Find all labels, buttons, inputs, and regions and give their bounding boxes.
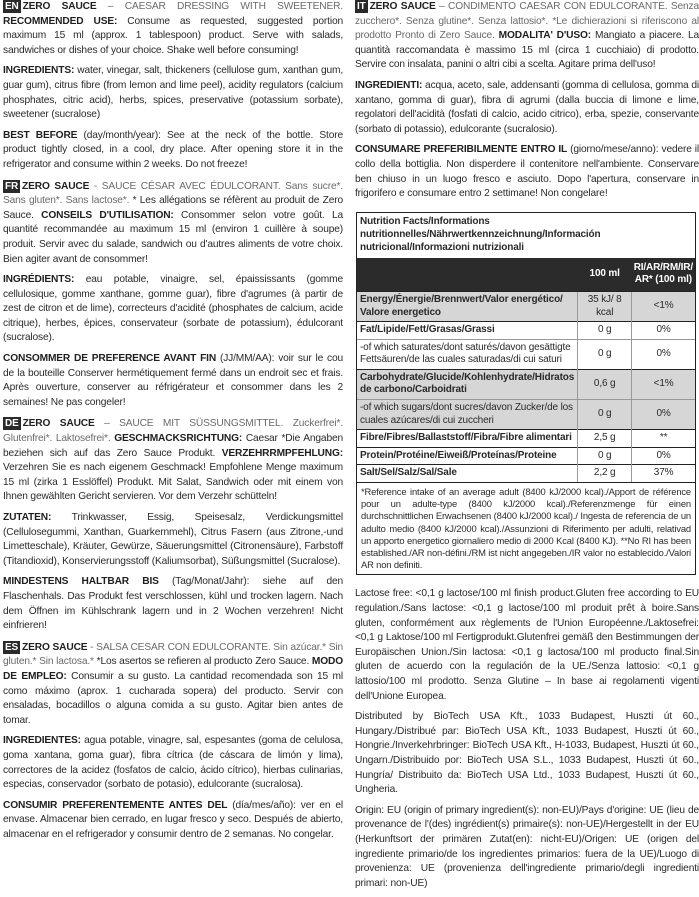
section-de [3, 417, 343, 633]
origin-note: Origin: EU (origin of primary ingredient(s): non-EU)/Pays d'origine: UE (lieu de provenance de l'(des) ingrédient(s) primaire(s): non-UE)/Hergestellt in der EU (Herkunftsort der primären Zutat(en): nicht-EU)/Origen: UE (origen del ingrediente primario/de los ingredientes primarios: fuera de la UE)/Luogo di provenienza: UE (provenienza dell'ingrediente primario/degli ingredienti primari: non-UE) [355, 804, 699, 889]
it-bb-label: CONSUMARE PREFERIBILMENTE ENTRO IL [355, 144, 568, 156]
de-ingredients [3, 511, 343, 569]
de-prep-label: VERZEHRRMPFEHLUNG: [215, 447, 343, 459]
it-best-before [355, 143, 699, 201]
lang-tag-de: DE [5, 418, 19, 430]
de-ing-text: Trinkwasser, Essig, Speisesalz, Verdickungsmittel (Cellulosegummi, Xanthan, Guarkernmehl), Citrus Fasern (aus Zitrone,-und Limetteschale), Kräuter, Gewürze, Säuerungsmittel (Citronensäure), Farbstoff (Titandioxid), Konservierungsstoff (Kaliumsorbat), Süßungsmittel (Sucralose). [3, 512, 343, 567]
fr-intro [3, 180, 343, 268]
nutrient-ri-percent: 0% [632, 339, 695, 369]
legal-notes [355, 587, 699, 891]
nutrient-value: 0,6 g [578, 369, 632, 399]
de-use-label: GESCHMACKSRICHTUNG: [110, 433, 243, 445]
nutrition-row [357, 369, 695, 399]
de-bb-label: MINDESTENS HALTBAR BIS [3, 576, 159, 588]
nutrition-row [357, 465, 695, 482]
nutrient-ri-percent: <1% [632, 291, 695, 321]
nutrient-label: Fibre/Fibres/Ballaststoff/Fibra/Fibre alimentari [357, 430, 578, 448]
fr-use-text: Consommer selon votre goût. La quantité recommandée au maximum 15 ml (environ 1 cuillère à soupe) produit. Servir avec du salade, sandwich ou d'autres aliments de votre choix. Bien agiter avant de consommer! [3, 209, 343, 265]
en-best-before [3, 129, 343, 173]
es-claims: *Los asertos se refieren al producto Zero Sauce. [93, 656, 310, 668]
nutrient-label: Salt/Sel/Salz/Sal/Sale [357, 465, 578, 482]
it-ingredients [355, 79, 699, 137]
es-ing-label: INGREDIENTES: [3, 735, 81, 747]
left-column [0, 0, 343, 849]
en-subtitle: – CAESAR DRESSING WITH SWEETENER. [96, 1, 343, 12]
fr-claims: * Les allégations se réfèrent au produit de Zero Sauce. [3, 195, 343, 221]
it-ing-label: INGREDIENTI: [355, 79, 423, 91]
section-es [3, 641, 343, 843]
distributor-note: Distributed by BioTech USA Kft., 1033 Budapest, Huszti út 60., Hungary./Distribué par: BioTech USA Kft., 1033 Budapest, Huszti út 60., Hongrie./Inverkehrbringer: BioTech USA Kft., H-1033, Budapest, Huszti út 60., Ungarn./Distribuido por: BioTech USA S.L., 1033 Budapest, Huszti út 60., Hungría/ Distribuito da: BioTech USA Ltd., 1033 Budapest, Huszti út 60., Ungheria. [355, 711, 699, 796]
it-use-label: MODALITA' D'USO: [494, 30, 592, 42]
de-bb-text: : siehe auf den Flaschenhals. Das Produkt fest verschlossen, kühl und trocken lagern. Nach dem Öffnen im Kühlschrank lagern und in 2 Wochen verzehren! Nicht einfrieren! [3, 576, 343, 632]
right-column [355, 0, 699, 897]
de-subtitle: – SAUCE MIT SÜSSUNGSMITTEL. Zuckerfrei*. Glutenfrei*. Laktosefrei*. [3, 418, 343, 445]
en-use-label: RECOMMENDED USE: [3, 15, 118, 27]
nutrition-row [357, 447, 695, 465]
en-use-text: Consume as requested, suggested portion maximum 15 ml (approx. 1 tablespoon) product. Serve with salads, sandwiches or dishes of your choice. Shake well before consuming! [3, 15, 343, 56]
en-bb-label: BEST BEFORE [3, 129, 78, 141]
es-intro [3, 641, 343, 729]
nutrient-value: 0 g [578, 339, 632, 369]
it-intro [355, 0, 699, 73]
nutrition-grid [357, 258, 695, 482]
nutrition-header-blank [357, 258, 578, 292]
nutrient-value: 0 g [578, 447, 632, 465]
es-bb-fmt: (día/mes/año) [227, 799, 294, 811]
section-en [3, 0, 343, 173]
it-ing-text: acqua, aceto, sale, addensanti (gomma di cellulosa, gomma di xantano, gomma di guar), fibra di agrumi (dalla buccia di limone e lime, regolatori dell'acidità (fosfati di calcio, acido citrico), erba, spezie, conservante (sorbato di potassio), edulcorante (sucralosio). [355, 79, 699, 135]
nutrition-row [357, 339, 695, 369]
nutrition-table [356, 212, 696, 576]
en-bb-text: : See at the neck of the bottle. Store product tightly closed, in a cool, dry place. After opening store it in the refrigerator and consume within 2 weeks. Do not freeze! [3, 129, 343, 170]
de-prep-text: Verzehren Sie es nach eigenem Geschmack! Empfohlene Menge maximum 15 ml (zirka 1 Esslöffel) Produkt. Mit Salat, Sandwich oder mit einem von Ihnen gewählten Gericht servieren. Vor dem Verzehr schütteln! [3, 462, 343, 503]
nutrition-header-row [357, 258, 695, 292]
lang-tag-en: EN [5, 1, 19, 12]
es-best-before [3, 799, 343, 843]
nutrient-ri-percent: 0% [632, 400, 695, 430]
nutrient-value: 35 kJ/ 8 kcal [578, 291, 632, 321]
nutrient-ri-percent: ** [632, 430, 695, 448]
lang-tag-fr: FR [5, 180, 19, 192]
en-bb-fmt: (day/month/year) [77, 129, 159, 141]
nutrition-row [357, 400, 695, 430]
fr-bb-label: CONSOMMER DE PREFERENCE AVANT FIN [3, 353, 217, 365]
de-best-before [3, 575, 343, 633]
it-title: ZERO SAUCE [369, 1, 436, 12]
de-bb-fmt: (Tag/Monat/Jahr) [158, 576, 247, 588]
es-title: ZERO SAUCE [22, 641, 88, 653]
es-subtitle: - SALSA CESAR CON EDULCORANTE. Sin azúcar.* Sin gluten.* Sin lactosa.* [3, 641, 343, 668]
en-ing-label: INGREDIENTS: [3, 65, 75, 77]
section-fr [3, 180, 343, 411]
en-intro [3, 0, 343, 58]
de-use-text: Caesar *Die Angaben beziehen sich auf das Zero Sauce Produkt. [3, 433, 343, 459]
nutrient-ri-percent: 37% [632, 465, 695, 482]
nutrition-header-ri-1: RI/AR/RM/IR/ [633, 261, 693, 273]
nutrition-header-amount: 100 ml [578, 258, 632, 292]
nutrition-header-ri-2: AR* (100 ml) [634, 274, 692, 286]
nutrient-ri-percent: 0% [632, 322, 695, 340]
es-use-label: MODO DE EMPLEO: [3, 656, 343, 682]
nutrient-label: Carbohydrate/Glucide/Kohlenhydrate/Hidratos de carbono/Carboidrati [357, 369, 578, 399]
fr-ingredients [3, 273, 343, 346]
en-title: ZERO SAUCE [22, 1, 97, 12]
nutrient-label: -of which saturates/dont saturés/davon gesättigte Fettsäuren/de las cuales saturadas/di cui saturi [357, 339, 578, 369]
de-intro [3, 417, 343, 505]
lang-tag-it: IT [357, 1, 366, 12]
lactose-note: Lactose free: <0,1 g lactose/100 ml finish product.Gluten free according to EU regulation./Sans lactose: <0,1 g lactose/100 ml produit prêt à boire.Sans gluten, conformément aux règlements de l'Union Européenne./Laktosefrei: <0,1 g Laktose/100 ml Fertigprodukt.Glutenfrei gemäß den Bestimmungen der Europäischen Union./Sin lactosa: <0,1 g lactosa/100 ml producto final.Sin gluten de acuerdo con la regulación de la UE./Senza lattosio: <0,1 g lattosio/100 ml prodotto. Senza Glutine – In base ai regolamenti vigenti dell'Unione Europea. [355, 588, 699, 702]
fr-bb-text: : voir sur le cou de la bouteille Conserver hermétiquement fermé dans un endroit sec et frais. Après ouverture, conserver au réfrigérateur et consommer dans les 2 semaines! Ne pas congeler! [3, 353, 343, 408]
nutrient-ri-percent: 0% [632, 447, 695, 465]
nutrient-value: 0 g [578, 400, 632, 430]
fr-ing-label: INGRÉDIENTS: [3, 274, 75, 286]
nutrition-body [357, 291, 695, 482]
nutrient-value: 2,2 g [578, 465, 632, 482]
nutrient-ri-percent: <1% [632, 369, 695, 399]
nutrient-label: Fat/Lipide/Fett/Grasas/Grassi [357, 322, 578, 340]
nutrition-title: Nutrition Facts/Informations nutritionnelles/Nährwertkennzeichnung/Información nutricional/Informazioni nutrizionali [357, 213, 695, 258]
fr-use-label: CONSEILS D'UTILISATION: [33, 209, 174, 221]
fr-subtitle: - SAUCE CÉSAR AVEC ÉDULCORANT. Sans sucre*. Sans gluten*. Sans lactose*. [3, 180, 343, 207]
fr-bb-fmt: (JJ/MM/AA) [216, 353, 272, 365]
de-title: ZERO SAUCE [22, 418, 95, 430]
it-use-text: Mangiato a piacere. La quantità raccomandata è massimo 15 ml (circa 1 cucchiaio) di prodotto. Servire con insalata, panini o altri cibi a scelta. Agitare prima dell'uso! [355, 30, 699, 71]
nutrient-label: Energy/Énergie/Brennwert/Valor energético/ Valore energetico [357, 291, 578, 321]
nutrient-label: Protein/Protéine/Eiweiß/Proteínas/Proteine [357, 447, 578, 465]
nutrition-footnote: *Reference intake of an average adult (8400 kJ/2000 kcal)./Apport de référence pour un adulte-type (8400 kJ/2000 kcal)./Referenzmenge für einen durchschnittlichen Erwachsenen (8400 kJ/2000 kcal)./ Ingesta de referencia de un adulto medio (8400 kJ/2000 kcal)./Assunzioni di Riferimento per adulti, relativad un apporto energetico giornaliero medio di 2000 Kcal (8400 KJ). **No RI has been established./AR non-défini./RM ist nicht angegeben./IR valor no establecido./Valori AR non definiti. [357, 482, 695, 574]
es-ingredients [3, 734, 343, 792]
es-use-text: Consumir a su gusto. La cantidad recomendada son 15 ml como máximo (aprox. 1 cucharada sopera) del producto. Servir con ensaladas, bocadillos o alguna comida a su gusto. Agitar bien antes de tomar. [3, 670, 343, 726]
es-ing-text: agua potable, vinagre, sal, espesantes (goma de celulosa, goma xantana, goma guar), fibra cítrica (de cáscara de limón y lima), correctores de la acidez (fosfatos de calcio, ácido cítrico), hierbas culinarias, especias, conservador (sorbato de potasio), edulcorante (sucralosa). [3, 735, 343, 791]
nutrient-value: 2,5 g [578, 430, 632, 448]
de-ing-label: ZUTATEN: [3, 512, 52, 523]
en-ingredients [3, 64, 343, 122]
nutrition-row [357, 291, 695, 321]
nutrient-label: -of which sugars/dont sucres/davon Zucker/de los cuales azúcares/di cui zuccheri [357, 400, 578, 430]
nutrition-row [357, 430, 695, 448]
fr-best-before [3, 352, 343, 410]
lang-tag-es: ES [5, 641, 19, 653]
it-bb-fmt: (giorno/mese/anno) [567, 144, 656, 156]
en-ing-text: water, vinegar, salt, thickeners (cellulose gum, xanthan gum, guar gum), citrus fibre (from lemon and lime peel), acidity regulators (calcium phosphates, citric acid), herbs, spices, preservative (potassium sorbate), sweetener (sucralose) [3, 65, 343, 121]
nutrition-row [357, 322, 695, 340]
fr-ing-text: eau potable, vinaigre, sel, épaississants (gomme cellulosique, gomme xanthane, gomme guar), fibre d'agrumes (à partir de zest de citron et de lime), correcteurs d'acidité (phosphates de calcium, acide citrique), herbes, épices, conservateur (sorbate de potassium), édulcorant (sucralose). [3, 274, 343, 344]
section-it [355, 0, 699, 202]
it-bb-text: : vedere il collo della bottiglia. Non disperdere il contenitore nell'ambiente. Conservare ben chiuso in un luogo fresco e asciuto. Dopo l'apertura, conservare in frigorifero e consumare entro 2 settimane! Non congelare! [355, 144, 699, 200]
es-bb-text: : ver en el envase. Almacenar bien cerrado, en lugar fresco y seco. Después de abierto, almacenar en el refrigerador y consumir dentro de 2 semanas. No congelar. [3, 799, 343, 840]
es-bb-label: CONSUMIR PREFERENTEMENTE ANTES DEL [3, 799, 228, 811]
it-subtitle: – CONDIMENTO CAESAR CON EDULCORANTE. Senza zucchero*. Senza glutine*. Senza lattosio*. *Le dichierazioni si riferiscono al prodotto Pronto di Zero Sauce. [355, 1, 699, 42]
nutrient-value: 0 g [578, 322, 632, 340]
nutrition-header-ri [632, 258, 695, 292]
fr-title: ZERO SAUCE [22, 180, 90, 192]
